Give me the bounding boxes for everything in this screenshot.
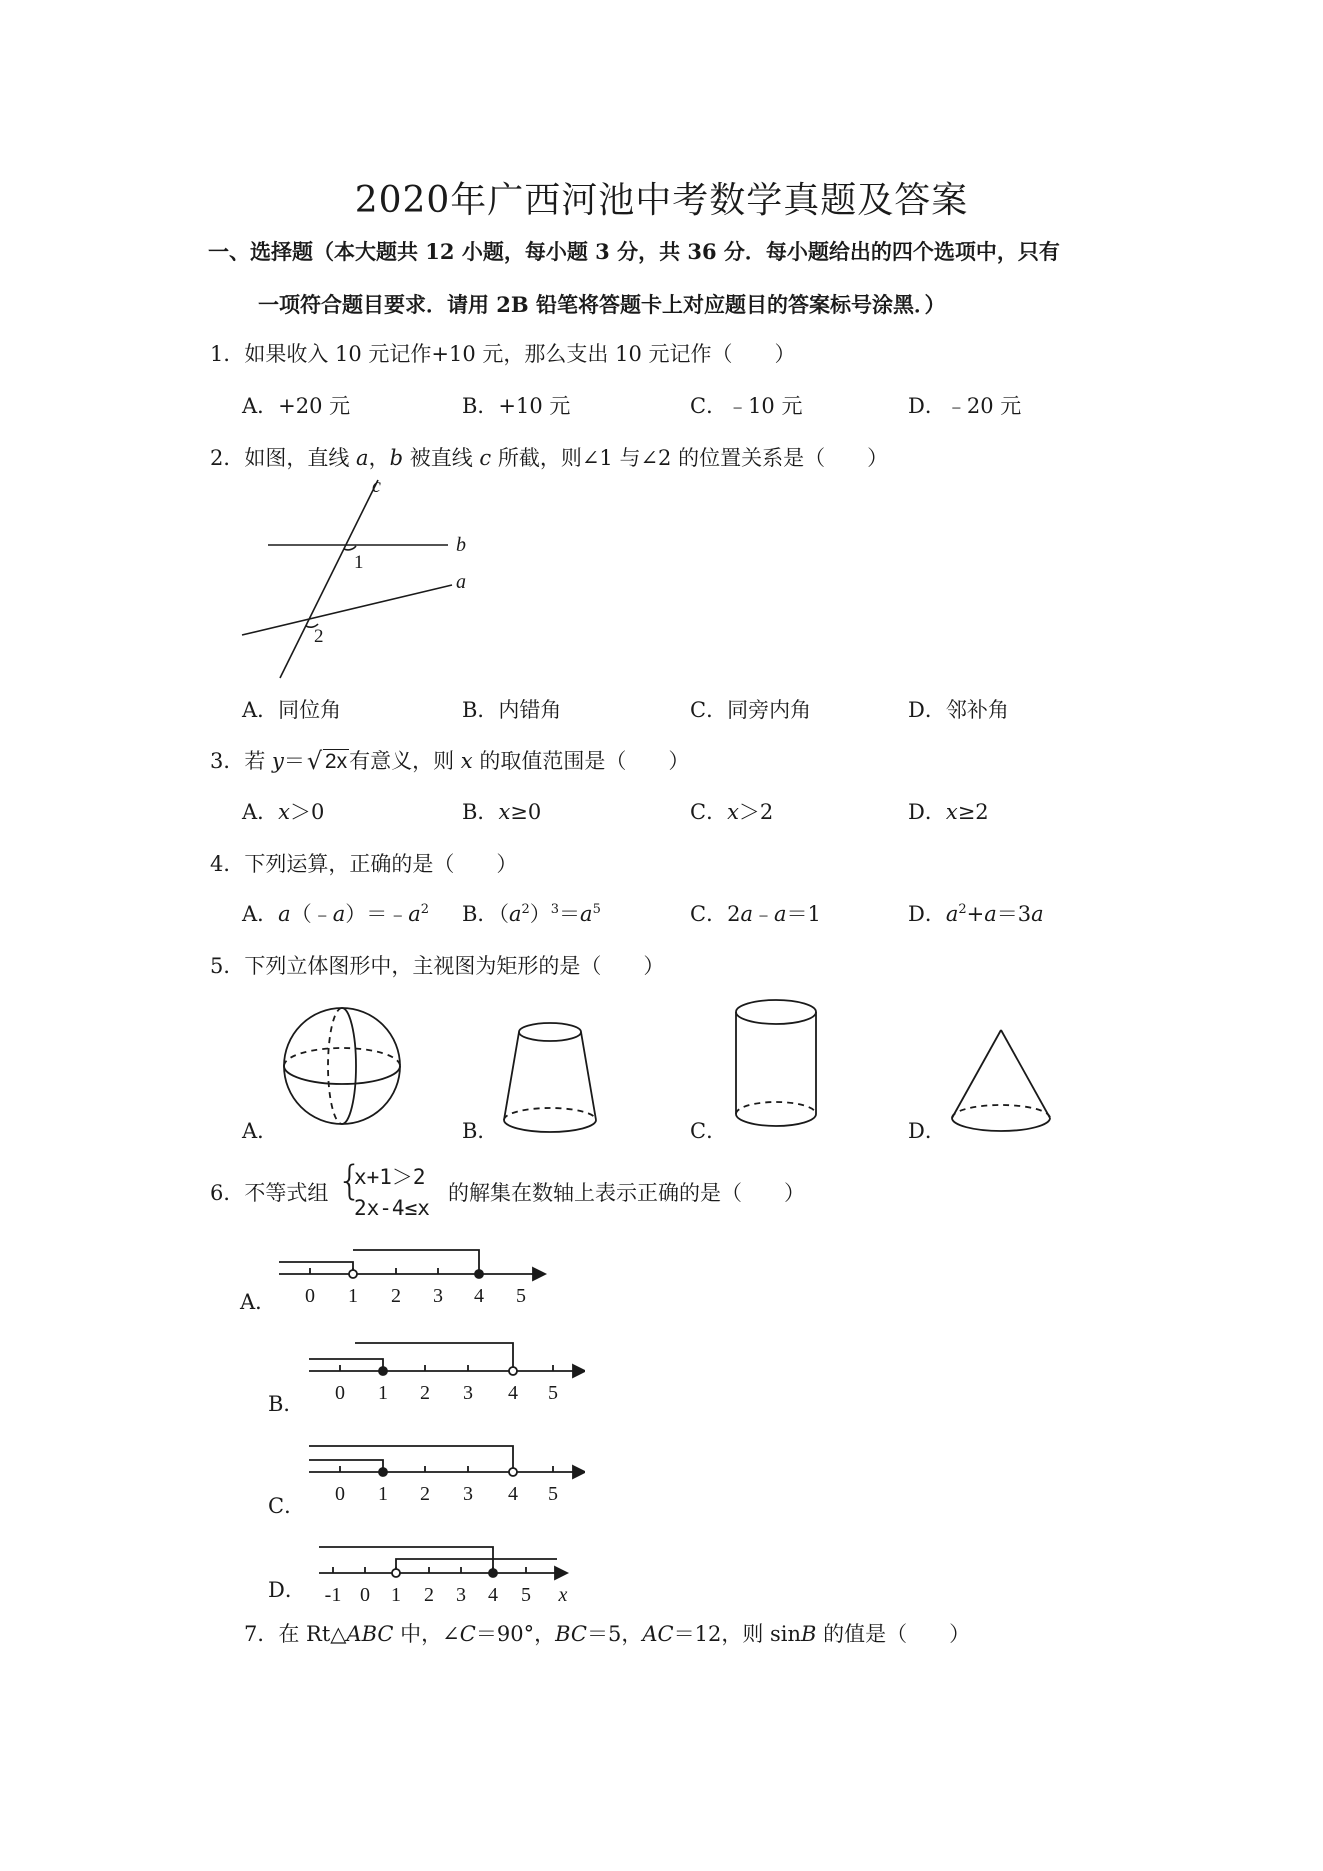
q3-text: 的取值范围是（ ） bbox=[472, 749, 690, 773]
sqrt-expression bbox=[307, 749, 349, 774]
q5-option-c[interactable]: C． bbox=[690, 1119, 728, 1143]
sqrt-radicand: 2x bbox=[324, 750, 348, 773]
q4-option-a[interactable]: A．$a(﹣a)=﹣a^2$ bbox=[242, 902, 430, 926]
number-line-c bbox=[305, 1436, 585, 1506]
q5-option-d[interactable]: D． bbox=[908, 1119, 946, 1143]
q7-text: ＝12，则 sin bbox=[673, 1622, 802, 1646]
tick-label: 2 bbox=[420, 1382, 430, 1404]
tick-label: 4 bbox=[508, 1483, 518, 1505]
tick-label: 1 bbox=[348, 1285, 358, 1307]
q2-text: 所截，则∠1 与∠2 的位置关系是（ ） bbox=[491, 446, 889, 470]
q3-text: 3．若 bbox=[210, 749, 273, 773]
q1-option-a[interactable]: A．+20 元 bbox=[242, 394, 351, 418]
q4-option-d[interactable]: D．$a^2+a=3a$ bbox=[908, 902, 1044, 926]
q7-var: AC bbox=[642, 1622, 674, 1646]
axis-arrow-icon bbox=[573, 1365, 585, 1377]
line-a bbox=[242, 585, 452, 635]
cylinder-figure bbox=[728, 996, 824, 1134]
q2-option-c[interactable]: C．同旁内角 bbox=[690, 698, 812, 722]
ray-right bbox=[355, 1343, 513, 1371]
open-dot-1 bbox=[349, 1270, 357, 1278]
ray-left bbox=[279, 1262, 353, 1274]
q2-var-b: b bbox=[389, 446, 404, 470]
number-line-b bbox=[305, 1335, 585, 1405]
axis-arrow-icon bbox=[533, 1268, 545, 1280]
number-line-d bbox=[315, 1535, 585, 1605]
q2-text: 被直线 bbox=[403, 446, 480, 470]
tick-label: 2 bbox=[420, 1483, 430, 1505]
q7-text: ＝90°， bbox=[475, 1622, 556, 1646]
question-6-stem-suffix: 的解集在数轴上表示正确的是（ ） bbox=[448, 1181, 805, 1205]
q2-var-c: c bbox=[479, 446, 492, 470]
page-title: 2020年广西河池中考数学真题及答案 bbox=[354, 180, 969, 221]
tick-label: 3 bbox=[463, 1382, 473, 1404]
tick-label: 0 bbox=[335, 1483, 345, 1505]
solid-dot-1 bbox=[379, 1468, 387, 1476]
ray-left bbox=[319, 1547, 493, 1573]
q3-option-b[interactable]: B．x≥0 bbox=[462, 800, 542, 824]
question-4-stem: 4．下列运算，正确的是（ ） bbox=[210, 852, 518, 876]
q3-var-x: x bbox=[460, 749, 473, 773]
axis-arrow-icon bbox=[555, 1567, 567, 1579]
tick-label: 3 bbox=[463, 1483, 473, 1505]
q7-var: BC bbox=[555, 1622, 587, 1646]
tick-label: -1 bbox=[324, 1584, 342, 1605]
ray-right bbox=[396, 1559, 557, 1573]
q5-option-b[interactable]: B． bbox=[462, 1119, 499, 1143]
question-6-stem-prefix: 6．不等式组 bbox=[210, 1181, 329, 1205]
tick-label: 5 bbox=[516, 1285, 526, 1307]
question-1-stem: 1．如果收入 10 元记作+10 元，那么支出 10 元记作（ ） bbox=[210, 342, 796, 366]
tick-label: 1 bbox=[391, 1584, 401, 1605]
tick-label: 0 bbox=[335, 1382, 345, 1404]
q6-option-b[interactable]: B． bbox=[268, 1392, 305, 1416]
q2-text: ， bbox=[368, 446, 390, 470]
ray-left bbox=[309, 1359, 383, 1371]
q7-text: 7．在 Rt△ bbox=[244, 1622, 347, 1646]
tick-label: 0 bbox=[305, 1285, 315, 1307]
q3-option-c[interactable]: C．x＞2 bbox=[690, 800, 774, 824]
brace-icon: { bbox=[337, 1158, 363, 1204]
q1-option-c[interactable]: C．﹣10 元 bbox=[690, 394, 803, 418]
q3-text: ＝ bbox=[283, 749, 305, 773]
solid-dot-4 bbox=[475, 1270, 483, 1278]
ray-right bbox=[353, 1250, 479, 1274]
q7-text: 中，∠ bbox=[393, 1622, 460, 1646]
tick-label: 4 bbox=[508, 1382, 518, 1404]
question-2-stem bbox=[210, 442, 888, 472]
q7-text: ＝5， bbox=[586, 1622, 643, 1646]
q1-option-d[interactable]: D．﹣20 元 bbox=[908, 394, 1022, 418]
q1-option-b[interactable]: B．+10 元 bbox=[462, 394, 571, 418]
q6-option-d[interactable]: D． bbox=[268, 1578, 306, 1602]
tick-label: 5 bbox=[548, 1382, 558, 1404]
q7-var: B bbox=[801, 1622, 817, 1646]
q4-option-b[interactable]: B．$(a^2)^3=a^5$ bbox=[462, 902, 601, 926]
solid-dot-4 bbox=[489, 1569, 497, 1577]
question-7-stem bbox=[244, 1618, 970, 1648]
tick-label: 4 bbox=[488, 1584, 498, 1605]
solid-dot-1 bbox=[379, 1367, 387, 1375]
tick-label: 5 bbox=[548, 1483, 558, 1505]
question-3-stem bbox=[210, 745, 689, 775]
ray-left bbox=[309, 1460, 383, 1472]
section-header-line1: 一、选择题（本大题共 12 小题，每小题 3 分，共 36 分．每小题给出的四个选项中，只有 bbox=[208, 239, 1060, 264]
cone-figure bbox=[948, 1026, 1054, 1136]
q2-text: 2．如图，直线 bbox=[210, 446, 357, 470]
open-dot-4 bbox=[509, 1468, 517, 1476]
tick-label: 5 bbox=[521, 1584, 531, 1605]
question-5-stem: 5．下列立体图形中，主视图为矩形的是（ ） bbox=[210, 954, 665, 978]
q6-option-c[interactable]: C． bbox=[268, 1494, 306, 1518]
q5-option-a[interactable]: A． bbox=[242, 1119, 279, 1143]
inequality-1: x+1＞2 bbox=[354, 1165, 426, 1189]
tick-label: 3 bbox=[456, 1584, 466, 1605]
open-dot-1 bbox=[392, 1569, 400, 1577]
q2-parallel-lines-figure bbox=[230, 470, 490, 690]
q7-text: 的值是（ ） bbox=[816, 1622, 971, 1646]
number-line-a bbox=[275, 1240, 555, 1310]
tick-label: 0 bbox=[360, 1584, 370, 1605]
q3-text: 有意义，则 bbox=[349, 749, 461, 773]
q7-var: ABC bbox=[346, 1622, 394, 1646]
q2-option-a[interactable]: A．同位角 bbox=[242, 698, 342, 722]
section-header-line2: 一项符合题目要求．请用 2B 铅笔将答题卡上对应题目的答案标号涂黑．） bbox=[258, 292, 946, 317]
q2-option-b[interactable]: B．内错角 bbox=[462, 698, 562, 722]
tick-label: 1 bbox=[378, 1382, 388, 1404]
inequality-2: 2x-4≤x bbox=[354, 1196, 430, 1220]
tick-label: 2 bbox=[424, 1584, 434, 1605]
tick-label: 4 bbox=[474, 1285, 484, 1307]
frustum-figure bbox=[500, 1020, 600, 1138]
tick-label: 3 bbox=[433, 1285, 443, 1307]
axis-variable-label: x bbox=[558, 1584, 568, 1605]
q2-option-d[interactable]: D．邻补角 bbox=[908, 698, 1009, 722]
label-angle-1: 1 bbox=[354, 552, 364, 573]
q2-var-a: a bbox=[356, 446, 369, 470]
label-a: a bbox=[456, 571, 466, 593]
tick-label: 1 bbox=[378, 1483, 388, 1505]
q3-option-d[interactable]: D．x≥2 bbox=[908, 800, 989, 824]
tick-label: 2 bbox=[391, 1285, 401, 1307]
open-dot-4 bbox=[509, 1367, 517, 1375]
label-angle-2: 2 bbox=[314, 626, 324, 647]
q7-var: C bbox=[459, 1622, 476, 1646]
q4-option-c[interactable]: C．2a﹣a＝1 bbox=[690, 902, 821, 926]
q6-option-a[interactable]: A． bbox=[240, 1290, 277, 1314]
line-c bbox=[280, 480, 378, 678]
q3-var-y: y bbox=[272, 749, 284, 773]
sqrt-icon: √ bbox=[306, 747, 323, 775]
q3-option-a[interactable]: A．x＞0 bbox=[242, 800, 325, 824]
sphere-figure bbox=[280, 998, 410, 1138]
label-c: c bbox=[372, 475, 381, 497]
label-b: b bbox=[456, 534, 466, 556]
axis-arrow-icon bbox=[573, 1466, 585, 1478]
